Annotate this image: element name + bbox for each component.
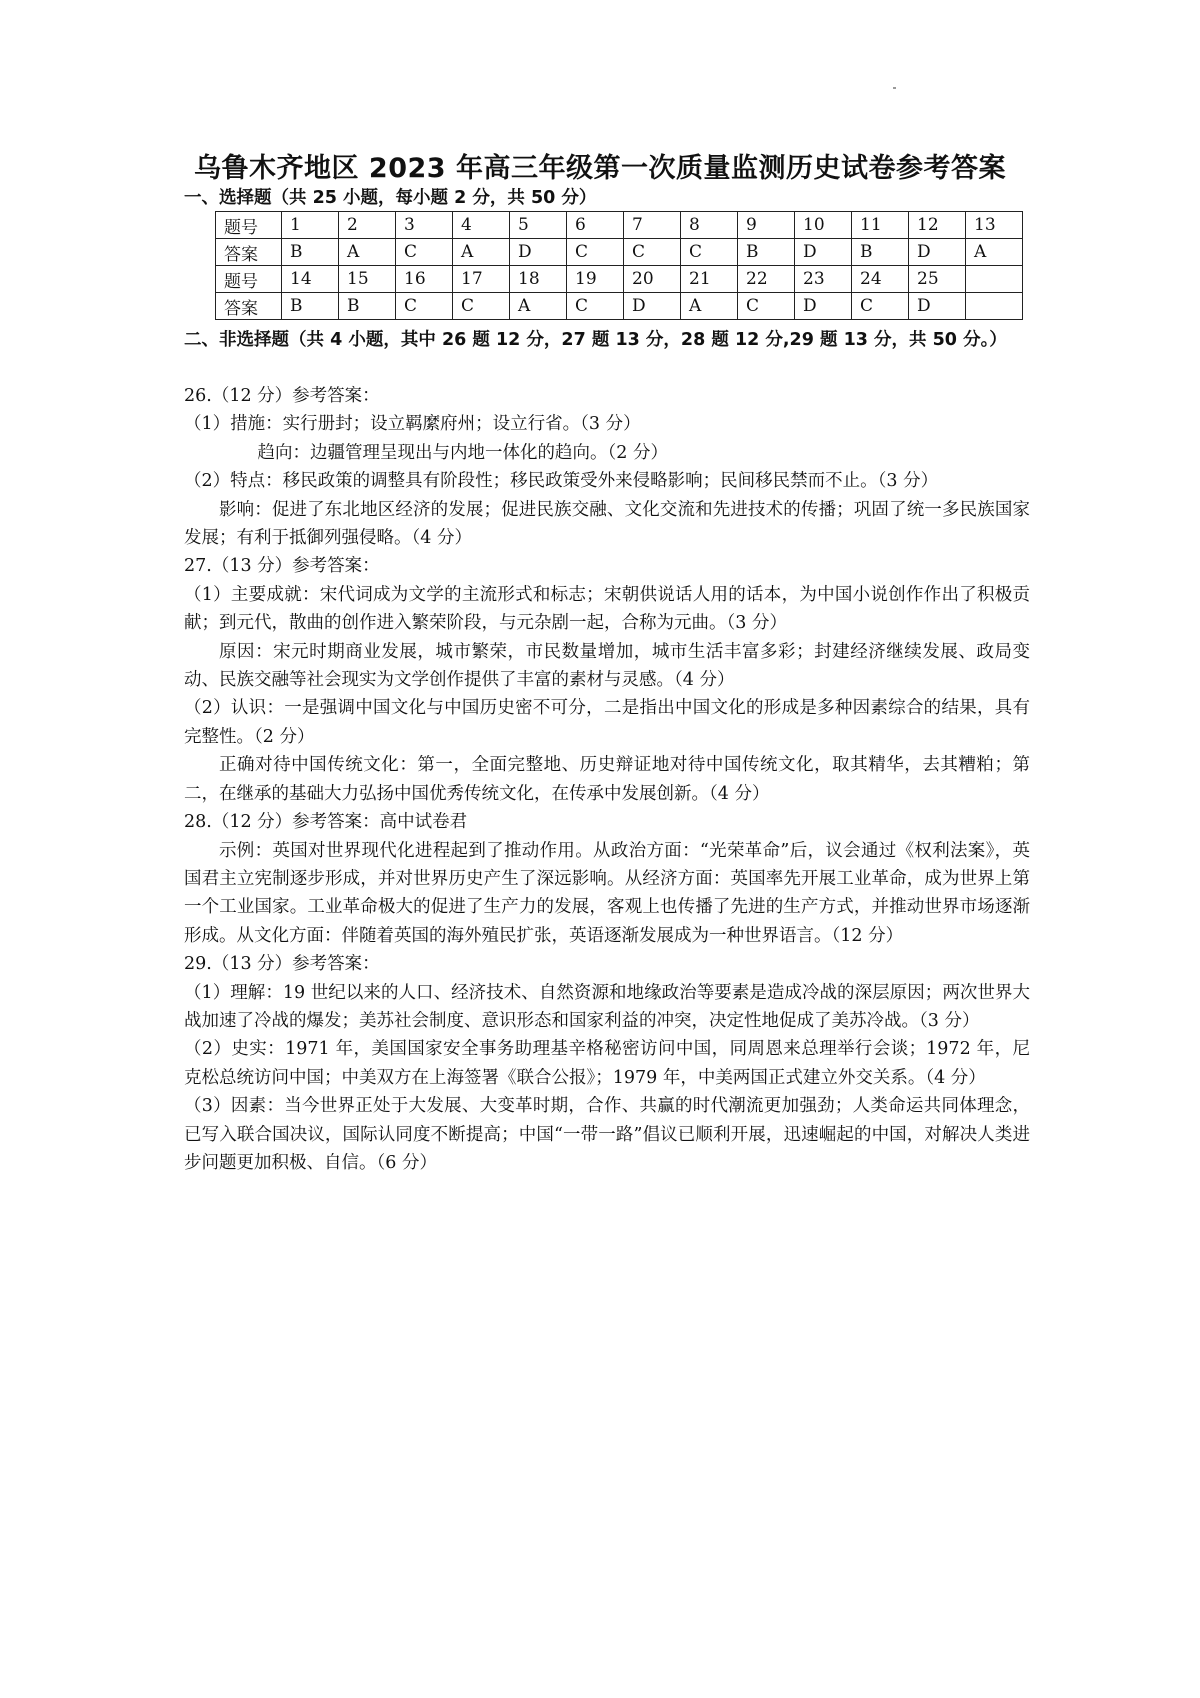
answer-letter-cell: C [396, 239, 453, 266]
answer-letter-cell: A [453, 239, 510, 266]
table-row [216, 212, 1023, 239]
answer-paragraph: （1）主要成就：宋代词成为文学的主流形式和标志；宋朝供说话人用的话本，为中国小说创作作出了积极贡献；到元代，散曲的创作进入繁荣阶段，与元杂剧一起，合称为元曲。（3 分） [184, 584, 1030, 634]
answer-letter-cell: C [624, 239, 681, 266]
answer-table [215, 211, 1023, 320]
question-number-cell: 22 [738, 266, 795, 293]
answer-paragraph: 28.（12 分）参考答案：高中试卷君 [184, 812, 468, 833]
answer-paragraph: （2）史实：1971 年，美国国家安全事务助理基辛格秘密访问中国，同周恩来总理举行会谈；1972 年，尼克松总统访问中国；中美双方在上海签署《联合公报》；1979 年，中美两国正式建立外交关系。（4 分） [184, 1039, 1030, 1088]
answer-letter-cell: C [567, 293, 624, 320]
table-row [216, 239, 1023, 266]
table-row [216, 293, 1023, 320]
document-title: 乌鲁木齐地区 2023 年高三年级第一次质量监测历史试卷参考答案 [194, 153, 1006, 184]
answer-letter-cell: C [852, 293, 909, 320]
question-number-cell: 15 [339, 266, 396, 293]
answer-paragraph: 示例：英国对世界现代化进程起到了推动作用。从政治方面：“光荣革命”后，议会通过《权利法案》，英国君主立宪制逐步形成，并对世界历史产生了深远影响。从经济方面：英国率先开展工业革命，成为世界上第一个工业国家。工业革命极大的促进了生产力的发展，客观上也传播了先进的生产方式，并推动世界市场逐渐形成。从文化方面：伴随着英国的海外殖民扩张，英语逐渐发展成为一种世界语言。（12 分） [184, 840, 1030, 946]
answer-letter-cell: B [282, 293, 339, 320]
question-number-cell: 2 [339, 212, 396, 239]
answer-body [184, 382, 1030, 1177]
row-label: 题号 [216, 266, 282, 293]
table-row [216, 266, 1023, 293]
question-number-cell: 21 [681, 266, 738, 293]
answer-letter-cell: D [510, 239, 567, 266]
answer-letter-cell: C [453, 293, 510, 320]
answer-paragraph: （1）理解：19 世纪以来的人口、经济技术、自然资源和地缘政治等要素是造成冷战的深层原因；两次世界大战加速了冷战的爆发；美苏社会制度、意识形态和国家利益的冲突，决定性地促成了美苏冷战。（3 分） [184, 982, 1030, 1031]
question-number-cell: 14 [282, 266, 339, 293]
answer-letter-cell: B [339, 293, 396, 320]
answer-letter-cell: C [396, 293, 453, 320]
question-number-cell: 24 [852, 266, 909, 293]
answer-paragraph: （1）措施：实行册封；设立羁縻府州；设立行省。（3 分） [184, 414, 641, 435]
question-number-cell: 1 [282, 212, 339, 239]
section2-heading: 二、非选择题（共 4 小题，其中 26 题 12 分，27 题 13 分，28 题 12 分,29 题 13 分，共 50 分。） [184, 330, 1007, 350]
answer-letter-cell: A [339, 239, 396, 266]
question-number-cell [966, 266, 1023, 293]
answer-paragraph: （2）特点：移民政策的调整具有阶段性；移民政策受外来侵略影响；民间移民禁而不止。（3 分） [184, 471, 939, 492]
answer-letter-cell: B [852, 239, 909, 266]
answer-letter-cell [966, 293, 1023, 320]
answer-paragraph: 26.（12 分）参考答案： [184, 386, 380, 406]
answer-paragraph: 影响：促进了东北地区经济的发展；促进民族交融、文化交流和先进技术的传播；巩固了统一多民族国家发展；有利于抵御列强侵略。（4 分） [184, 499, 1030, 549]
answer-letter-cell: A [966, 239, 1023, 266]
answer-letter-cell: B [738, 239, 795, 266]
answer-letter-cell: D [909, 239, 966, 266]
answer-letter-cell: C [738, 293, 795, 320]
answer-paragraph: （3）因素：当今世界正处于大发展、大变革时期，合作、共赢的时代潮流更加强劲；人类命运共同体理念，已写入联合国决议，国际认同度不断提高；中国“一带一路”倡议已顺利开展，迅速崛起的中国，对解决人类进步问题更加积极、自信。（6 分） [184, 1096, 1030, 1173]
question-number-cell: 16 [396, 266, 453, 293]
answer-letter-cell: D [795, 293, 852, 320]
answer-paragraph: 27.（13 分）参考答案： [184, 556, 380, 577]
answer-paragraph: （2）认识：一是强调中国文化与中国历史密不可分，二是指出中国文化的形成是多种因素综合的结果，具有完整性。（2 分） [184, 698, 1030, 747]
question-number-cell: 10 [795, 212, 852, 239]
answer-letter-cell: D [795, 239, 852, 266]
question-number-cell: 19 [567, 266, 624, 293]
question-number-cell: 5 [510, 212, 567, 239]
answer-letter-cell: D [624, 293, 681, 320]
question-number-cell: 23 [795, 266, 852, 293]
answer-letter-cell: D [909, 293, 966, 320]
question-number-cell: 17 [453, 266, 510, 293]
answer-paragraph: 原因：宋元时期商业发展，城市繁荣，市民数量增加，城市生活丰富多彩；封建经济继续发展、政局变动、民族交融等社会现实为文学创作提供了丰富的素材与灵感。（4 分） [184, 641, 1030, 691]
answer-paragraph: 趋向：边疆管理呈现出与内地一体化的趋向。（2 分） [257, 442, 668, 463]
question-number-cell: 9 [738, 212, 795, 239]
question-number-cell: 20 [624, 266, 681, 293]
section1-heading: 一、选择题（共 25 小题，每小题 2 分，共 50 分） [184, 188, 597, 208]
row-label: 题号 [216, 212, 282, 239]
question-number-cell: 11 [852, 212, 909, 239]
question-number-cell: 7 [624, 212, 681, 239]
answer-letter-cell: B [282, 239, 339, 266]
question-number-cell: 4 [453, 212, 510, 239]
answer-paragraph: 正确对待中国传统文化：第一，全面完整地、历史辩证地对待中国传统文化，取其精华，去其糟粕；第二，在继承的基础大力弘扬中国优秀传统文化，在传承中发展创新。（4 分） [184, 755, 1030, 804]
question-number-cell: 3 [396, 212, 453, 239]
row-label: 答案 [216, 239, 282, 266]
answer-letter-cell: A [681, 293, 738, 320]
question-number-cell: 18 [510, 266, 567, 293]
row-label: 答案 [216, 293, 282, 320]
question-number-cell: 25 [909, 266, 966, 293]
question-number-cell: 6 [567, 212, 624, 239]
scan-speck [893, 87, 896, 89]
answer-letter-cell: C [681, 239, 738, 266]
answer-letter-cell: A [510, 293, 567, 320]
question-number-cell: 12 [909, 212, 966, 239]
question-number-cell: 8 [681, 212, 738, 239]
question-number-cell: 13 [966, 212, 1023, 239]
answer-paragraph: 29.（13 分）参考答案： [184, 954, 380, 975]
answer-letter-cell: C [567, 239, 624, 266]
